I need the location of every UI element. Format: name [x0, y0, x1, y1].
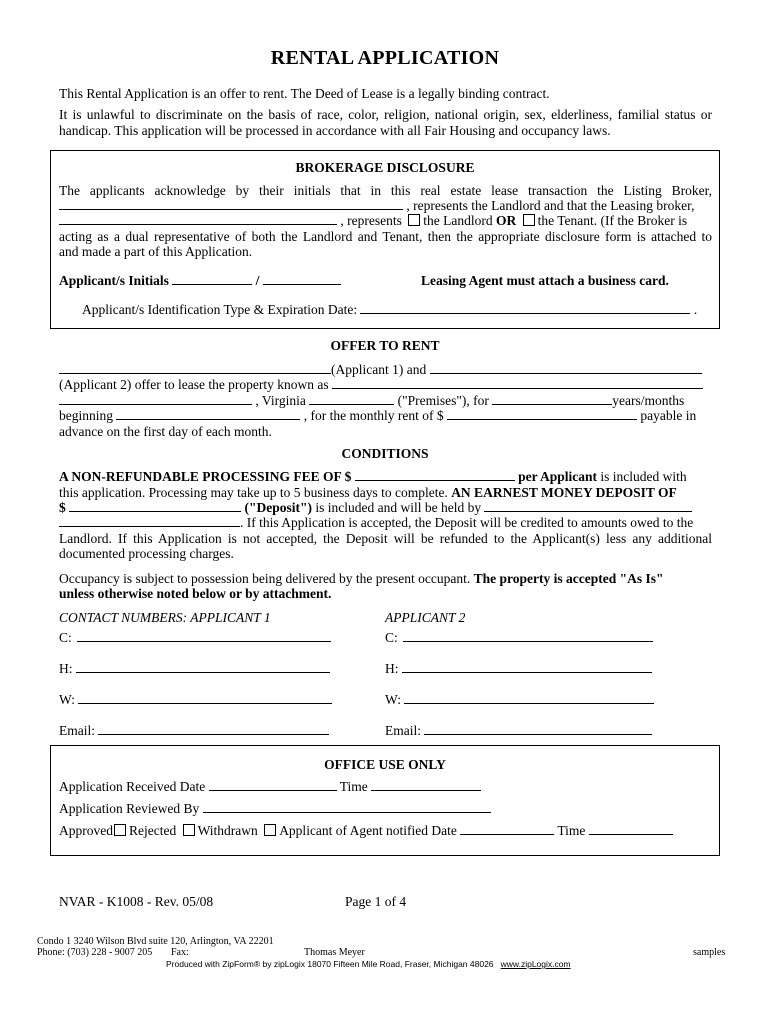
offer-text: ("Premises"), for	[397, 393, 489, 408]
applicant-2-home-field[interactable]	[402, 661, 652, 673]
deposit-amount-field[interactable]	[69, 500, 241, 512]
applicant-1-email-field[interactable]	[98, 723, 329, 735]
leasing-broker-field[interactable]	[59, 213, 337, 225]
deposit-holder-field[interactable]	[484, 500, 692, 512]
brokerage-text: The applicants acknowledge by their initials that in this real estate lease transaction the Listing Broker,	[59, 183, 712, 198]
initials-label: Applicant/s Initials	[59, 273, 169, 288]
or-text: OR	[495, 213, 517, 228]
offer-line-1	[59, 362, 702, 378]
contact-row	[385, 692, 654, 708]
applicant-2-email-field[interactable]	[424, 723, 652, 735]
offer-text: , Virginia	[255, 393, 306, 408]
contact-row	[59, 692, 332, 708]
intro-text: It is unlawful to discriminate on the basis of race, color, religion, national origin, sex, elderliness, familial status or	[59, 107, 712, 122]
brokerage-text: the Landlord	[423, 213, 493, 228]
notified-date-field[interactable]	[460, 823, 554, 835]
id-label: Applicant/s Identification Type & Expiration Date:	[82, 302, 358, 317]
form-id: NVAR - K1008 - Rev. 05/08	[59, 894, 214, 909]
deposit-label: AN EARNEST MONEY DEPOSIT OF	[451, 485, 677, 500]
contact-row	[59, 723, 329, 739]
cell-label: C:	[385, 630, 398, 645]
conditions-text: documented processing charges.	[59, 546, 234, 561]
applicant-2-field[interactable]	[430, 362, 702, 374]
office-row	[59, 801, 491, 817]
received-label: Application Received Date	[59, 779, 206, 794]
processing-fee-field[interactable]	[355, 469, 515, 481]
initials-row	[59, 273, 341, 289]
conditions-text: . If this Application is accepted, the Deposit will be credited to amounts owed to the	[240, 515, 694, 530]
tenant-checkbox[interactable]	[523, 214, 535, 226]
approved-checkbox[interactable]	[114, 824, 126, 836]
deposit-term: ("Deposit")	[244, 500, 312, 515]
premises-field[interactable]	[309, 393, 394, 405]
conditions-text: is included and will be held by	[315, 500, 482, 515]
reviewed-label: Application Reviewed By	[59, 801, 200, 816]
dollar-sign: $	[59, 500, 66, 515]
time-label: Time	[557, 823, 586, 838]
applicant-2-cell-field[interactable]	[403, 630, 653, 642]
office-row	[59, 823, 673, 839]
contact-row	[59, 630, 331, 646]
id-row	[82, 302, 697, 318]
brokerage-text: acting as a dual representative of both the Landlord and Tenant, then the appropriate disclosure form is attached to	[59, 229, 712, 244]
per-applicant-label: per Applicant	[518, 469, 598, 484]
withdrawn-label: Withdrawn	[197, 823, 258, 838]
conditions-text: this application. Processing may take up to 5 business days to complete.	[59, 485, 448, 500]
offer-heading: OFFER TO RENT	[330, 338, 440, 353]
as-is-text: The property is accepted "As Is"	[473, 571, 664, 586]
footer-samples: samples	[693, 947, 726, 958]
intro-text: This Rental Application is an offer to rent. The Deed of Lease is a legally binding contract.	[59, 86, 550, 101]
landlord-checkbox[interactable]	[408, 214, 420, 226]
applicant-1-home-field[interactable]	[76, 661, 330, 673]
period: .	[693, 302, 698, 317]
office-row	[59, 779, 481, 795]
email-label: Email:	[59, 723, 95, 738]
offer-line-3	[59, 393, 684, 409]
contacts-heading-2: APPLICANT 2	[385, 610, 466, 625]
deposit-holder-field-2[interactable]	[59, 515, 240, 527]
received-date-field[interactable]	[209, 779, 337, 791]
rejected-checkbox[interactable]	[183, 824, 195, 836]
office-heading: OFFICE USE ONLY	[324, 757, 446, 772]
offer-text: payable in	[640, 408, 697, 423]
initials-field-1[interactable]	[172, 273, 252, 285]
offer-text: , for the monthly rent of $	[303, 408, 444, 423]
rejected-label: Rejected	[129, 823, 177, 838]
offer-line-4	[59, 408, 696, 424]
brokerage-line-2	[59, 198, 712, 214]
beginning-date-field[interactable]	[116, 408, 300, 420]
footer-agent: Thomas Meyer	[304, 947, 365, 958]
listing-broker-field[interactable]	[59, 198, 403, 210]
time-label: Time	[339, 779, 368, 794]
footer-fax: Fax:	[171, 947, 189, 958]
contact-row	[385, 723, 652, 739]
notified-label: Applicant of Agent notified Date	[279, 823, 457, 838]
slash: /	[255, 273, 260, 288]
conditions-heading: CONDITIONS	[341, 446, 429, 461]
occupancy-line-1	[59, 571, 664, 587]
offer-text: beginning	[59, 408, 113, 423]
contact-row	[385, 630, 653, 646]
offer-text: years/months	[612, 393, 685, 408]
approved-label: Approved	[59, 823, 113, 838]
home-label: H:	[59, 661, 73, 676]
cell-label: C:	[59, 630, 72, 645]
ziplogix-link[interactable]: www.zipLogix.com	[500, 959, 571, 969]
property-field[interactable]	[332, 377, 703, 389]
fee-label: A NON-REFUNDABLE PROCESSING FEE OF $	[59, 469, 352, 484]
term-field[interactable]	[492, 393, 612, 405]
id-field[interactable]	[360, 302, 690, 314]
occupancy-text: Occupancy is subject to possession being delivered by the present occupant.	[59, 571, 471, 586]
footer-produced	[166, 959, 571, 969]
applicant-1-field[interactable]	[59, 362, 331, 374]
brokerage-text: and made a part of this Application.	[59, 244, 253, 259]
footer-phone: Phone: (703) 228 - 9007 205	[37, 947, 153, 958]
offer-text: advance on the first day of each month.	[59, 424, 272, 439]
applicant-2-work-field[interactable]	[404, 692, 654, 704]
produced-text: Produced with ZipForm® by zipLogix 18070 Fifteen Mile Road, Fraser, Michigan 48026	[166, 959, 494, 969]
brokerage-line-3	[59, 213, 712, 229]
brokerage-text: , represents the Landlord and that the Leasing broker,	[406, 198, 695, 213]
conditions-line-1	[59, 469, 687, 485]
contact-row	[59, 661, 330, 677]
page-number: Page 1 of 4	[345, 894, 407, 909]
work-label: W:	[385, 692, 401, 707]
withdrawn-checkbox[interactable]	[264, 824, 276, 836]
conditions-line-2	[59, 485, 677, 501]
contact-row	[385, 661, 652, 677]
page-title: RENTAL APPLICATION	[270, 47, 500, 69]
conditions-text: Landlord. If this Application is not accepted, the Deposit will be refunded to the Applicant(s) less any additional	[59, 531, 712, 546]
brokerage-text: the Tenant. (If the Broker is	[537, 213, 688, 228]
received-time-field[interactable]	[371, 779, 481, 791]
brokerage-text: , represents	[340, 213, 402, 228]
offer-text: (Applicant 2) offer to lease the property known as	[59, 377, 329, 392]
monthly-rent-field[interactable]	[447, 408, 637, 420]
work-label: W:	[59, 692, 75, 707]
initials-field-2[interactable]	[263, 273, 341, 285]
offer-line-2	[59, 377, 703, 393]
footer-address: Condo 1 3240 Wilson Blvd suite 120, Arlington, VA 22201	[37, 936, 274, 947]
home-label: H:	[385, 661, 399, 676]
agent-note: Leasing Agent must attach a business card.	[421, 273, 669, 288]
conditions-line-4	[59, 515, 712, 531]
applicant-1-work-field[interactable]	[78, 692, 332, 704]
applicant-1-cell-field[interactable]	[77, 630, 331, 642]
conditions-text: is included with	[600, 469, 687, 484]
email-label: Email:	[385, 723, 421, 738]
city-field[interactable]	[59, 393, 252, 405]
reviewed-by-field[interactable]	[203, 801, 491, 813]
offer-text: (Applicant 1) and	[331, 362, 427, 377]
intro-text: handicap. This application will be processed in accordance with all Fair Housing and occupancy laws.	[59, 123, 611, 138]
contacts-heading-1: CONTACT NUMBERS: APPLICANT 1	[59, 610, 271, 625]
notified-time-field[interactable]	[589, 823, 673, 835]
brokerage-heading: BROKERAGE DISCLOSURE	[295, 160, 475, 175]
as-is-text: unless otherwise noted below or by attachment.	[59, 586, 332, 601]
conditions-line-3	[59, 500, 692, 516]
